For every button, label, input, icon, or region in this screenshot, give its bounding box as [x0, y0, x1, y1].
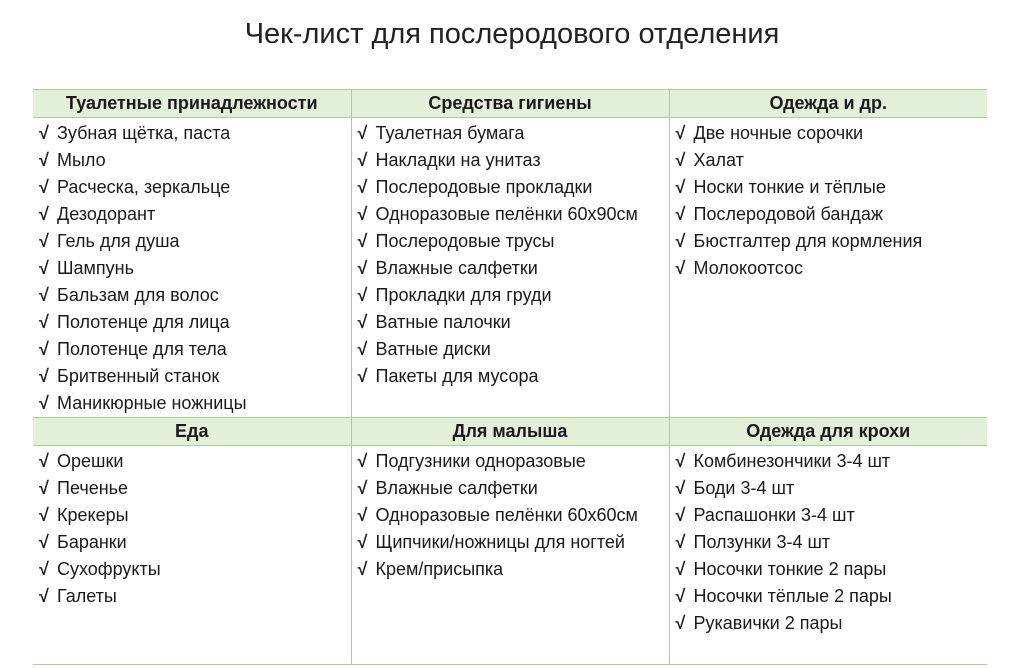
- checkmark-icon: √: [357, 339, 368, 359]
- checklist-item: [39, 336, 351, 363]
- column-header: Еда: [33, 418, 351, 446]
- checklist-item: [39, 475, 351, 502]
- checkmark-icon: √: [357, 478, 368, 498]
- checklist-item-label: Орешки: [57, 451, 124, 471]
- checkmark-icon: √: [675, 505, 686, 525]
- checklist-item: [676, 147, 988, 174]
- checklist-item-label: Полотенце для лица: [57, 312, 230, 332]
- checklist-item-label: Носочки тёплые 2 пары: [693, 586, 892, 606]
- page-title: Чек-лист для послеродового отделения: [244, 18, 780, 50]
- checkmark-icon: √: [357, 231, 368, 251]
- checklist-item: [676, 174, 988, 201]
- checkmark-icon: √: [357, 204, 368, 224]
- column-header: Одежда и др.: [669, 90, 987, 118]
- checklist-item-label: Молокоотсос: [693, 258, 803, 278]
- checklist-item-label: Ватные палочки: [375, 312, 511, 332]
- checklist-item-label: Одноразовые пелёнки 60х90см: [375, 204, 638, 224]
- checklist-item: [676, 502, 988, 529]
- checklist-item: [358, 255, 669, 282]
- checklist-item: [358, 556, 669, 583]
- checklist-item-label: Маникюрные ножницы: [57, 393, 247, 413]
- section-items-row: [33, 118, 987, 418]
- checklist-item: [39, 502, 351, 529]
- checkmark-icon: √: [357, 366, 368, 386]
- column-header: Средства гигиены: [351, 90, 669, 118]
- checklist-item-label: Сухофрукты: [57, 559, 161, 579]
- checklist-item-label: Носочки тонкие 2 пары: [693, 559, 887, 579]
- checklist-item-label: Прокладки для груди: [375, 285, 552, 305]
- checkmark-icon: √: [39, 339, 49, 359]
- checklist-item: [676, 583, 988, 610]
- checkmark-icon: √: [675, 150, 686, 170]
- checklist-item-label: Послеродовые прокладки: [375, 177, 593, 197]
- checklist-item-label: Галеты: [57, 586, 117, 606]
- checklist-item-label: Зубная щётка, паста: [57, 123, 231, 143]
- checklist-item-label: Бритвенный станок: [57, 366, 220, 386]
- checklist-item-label: Дезодорант: [57, 204, 156, 224]
- checklist-item: [39, 120, 351, 147]
- checkmark-icon: √: [357, 505, 368, 525]
- checklist-item-label: Боди 3-4 шт: [693, 478, 795, 498]
- checklist-item: [39, 201, 351, 228]
- checklist-item-label: Баранки: [57, 532, 127, 552]
- checklist-item: [358, 363, 669, 390]
- checklist-item-label: Послеродовые трусы: [375, 231, 555, 251]
- checklist-item: [39, 556, 351, 583]
- checkmark-icon: √: [675, 258, 686, 278]
- checkmark-icon: √: [357, 285, 368, 305]
- checklist-item: [39, 309, 351, 336]
- checklist-item-label: Бальзам для волос: [57, 285, 219, 305]
- checklist-item: [676, 556, 988, 583]
- section-header-row: [33, 418, 987, 446]
- checkmark-icon: √: [39, 478, 49, 498]
- checklist-item: [676, 475, 988, 502]
- checkmark-icon: √: [39, 451, 49, 471]
- checkmark-icon: √: [39, 123, 49, 143]
- checkmark-icon: √: [39, 150, 49, 170]
- checklist-item-label: Влажные салфетки: [375, 258, 538, 278]
- checkmark-icon: √: [39, 505, 49, 525]
- checkmark-icon: √: [675, 532, 686, 552]
- checklist-item: [358, 147, 669, 174]
- checklist-item: [39, 448, 351, 475]
- item-column: [351, 118, 669, 418]
- checklist-item: [39, 282, 351, 309]
- checkmark-icon: √: [357, 559, 368, 579]
- checklist-item-label: Печенье: [57, 478, 129, 498]
- checklist-item: [676, 448, 988, 475]
- column-header: Одежда для крохи: [669, 418, 987, 446]
- checkmark-icon: √: [357, 150, 368, 170]
- checklist-item-label: Крем/присыпка: [375, 559, 504, 579]
- column-header: Туалетные принадлежности: [33, 90, 351, 118]
- item-column: [669, 118, 987, 418]
- checkmark-icon: √: [39, 393, 49, 413]
- checklist-item-label: Бюстгалтер для кормления: [693, 231, 923, 251]
- checklist-item: [358, 502, 669, 529]
- checkmark-icon: √: [39, 258, 49, 278]
- checklist-item-label: Ватные диски: [375, 339, 491, 359]
- checklist-item: [358, 201, 669, 228]
- checklist-item: [358, 529, 669, 556]
- checkmark-icon: √: [357, 177, 368, 197]
- checkmark-icon: √: [39, 231, 49, 251]
- checkmark-icon: √: [675, 559, 686, 579]
- checklist-item-label: Подгузники одноразовые: [375, 451, 586, 471]
- checklist-item-label: Пакеты для мусора: [375, 366, 539, 386]
- item-column: [33, 118, 351, 418]
- checklist-item: [676, 120, 988, 147]
- checklist-item: [39, 147, 351, 174]
- checklist-item: [39, 228, 351, 255]
- checklist-item: [676, 255, 988, 282]
- checklist-item-label: Ползунки 3-4 шт: [693, 532, 831, 552]
- checklist-item: [39, 583, 351, 610]
- checklist-item: [39, 174, 351, 201]
- checklist-item: [358, 309, 669, 336]
- checklist-item: [358, 228, 669, 255]
- checklist-item: [676, 228, 988, 255]
- checkmark-icon: √: [675, 177, 686, 197]
- checkmark-icon: √: [675, 478, 686, 498]
- checklist-item-label: Послеродовой бандаж: [693, 204, 883, 224]
- checklist-item: [358, 120, 669, 147]
- checkmark-icon: √: [357, 123, 368, 143]
- checklist-item-label: Комбинезончики 3-4 шт: [693, 451, 891, 471]
- checklist-item-label: Щипчики/ножницы для ногтей: [375, 532, 625, 552]
- section-header-row: [33, 90, 987, 118]
- checklist-item: [358, 475, 669, 502]
- checkmark-icon: √: [39, 312, 49, 332]
- checkmark-icon: √: [357, 258, 368, 278]
- checklist-item-label: Гель для душа: [57, 231, 180, 251]
- checklist-item: [676, 201, 988, 228]
- checkmark-icon: √: [357, 451, 368, 471]
- section-items-row: [33, 446, 987, 665]
- checkmark-icon: √: [357, 312, 368, 332]
- item-column: [33, 446, 351, 665]
- checklist-item-label: Влажные салфетки: [375, 478, 538, 498]
- checklist-item: [358, 448, 669, 475]
- item-column: [669, 446, 987, 665]
- checkmark-icon: √: [357, 532, 368, 552]
- checkmark-icon: √: [675, 451, 686, 471]
- checklist-item-label: Носки тонкие и тёплые: [693, 177, 886, 197]
- checklist-item: [358, 282, 669, 309]
- checkmark-icon: √: [39, 586, 49, 606]
- checkmark-icon: √: [39, 177, 49, 197]
- checkmark-icon: √: [675, 123, 686, 143]
- checklist-item-label: Туалетная бумага: [375, 123, 525, 143]
- checklist-item-label: Крекеры: [57, 505, 129, 525]
- checklist-item: [676, 610, 988, 637]
- checkmark-icon: √: [675, 613, 686, 633]
- checklist-item: [39, 363, 351, 390]
- checklist-item-label: Расческа, зеркальце: [57, 177, 231, 197]
- checklist-item-label: Мыло: [57, 150, 106, 170]
- checklist-item-label: Полотенце для тела: [57, 339, 227, 359]
- checklist-item-label: Халат: [693, 150, 744, 170]
- checklist-item-label: Шампунь: [57, 258, 134, 278]
- checklist-item-label: Две ночные сорочки: [693, 123, 864, 143]
- checklist-item: [39, 255, 351, 282]
- checkmark-icon: √: [39, 285, 49, 305]
- checkmark-icon: √: [39, 204, 49, 224]
- column-header: Для малыша: [351, 418, 669, 446]
- checkmark-icon: √: [39, 559, 49, 579]
- checklist-item: [676, 529, 988, 556]
- checklist-item: [39, 529, 351, 556]
- checklist-item-label: Одноразовые пелёнки 60х60см: [375, 505, 638, 525]
- checkmark-icon: √: [39, 366, 49, 386]
- checklist-item: [358, 336, 669, 363]
- checklist-item-label: Распашонки 3-4 шт: [693, 505, 855, 525]
- checkmark-icon: √: [675, 231, 686, 251]
- checkmark-icon: √: [675, 586, 686, 606]
- checkmark-icon: √: [39, 532, 49, 552]
- checkmark-icon: √: [675, 204, 686, 224]
- checklist-item-label: Рукавички 2 пары: [693, 613, 843, 633]
- item-column: [351, 446, 669, 665]
- checklist-item-label: Накладки на унитаз: [375, 150, 541, 170]
- checklist-item: [39, 390, 351, 417]
- checklist-item: [358, 174, 669, 201]
- checklist-table: [33, 89, 987, 665]
